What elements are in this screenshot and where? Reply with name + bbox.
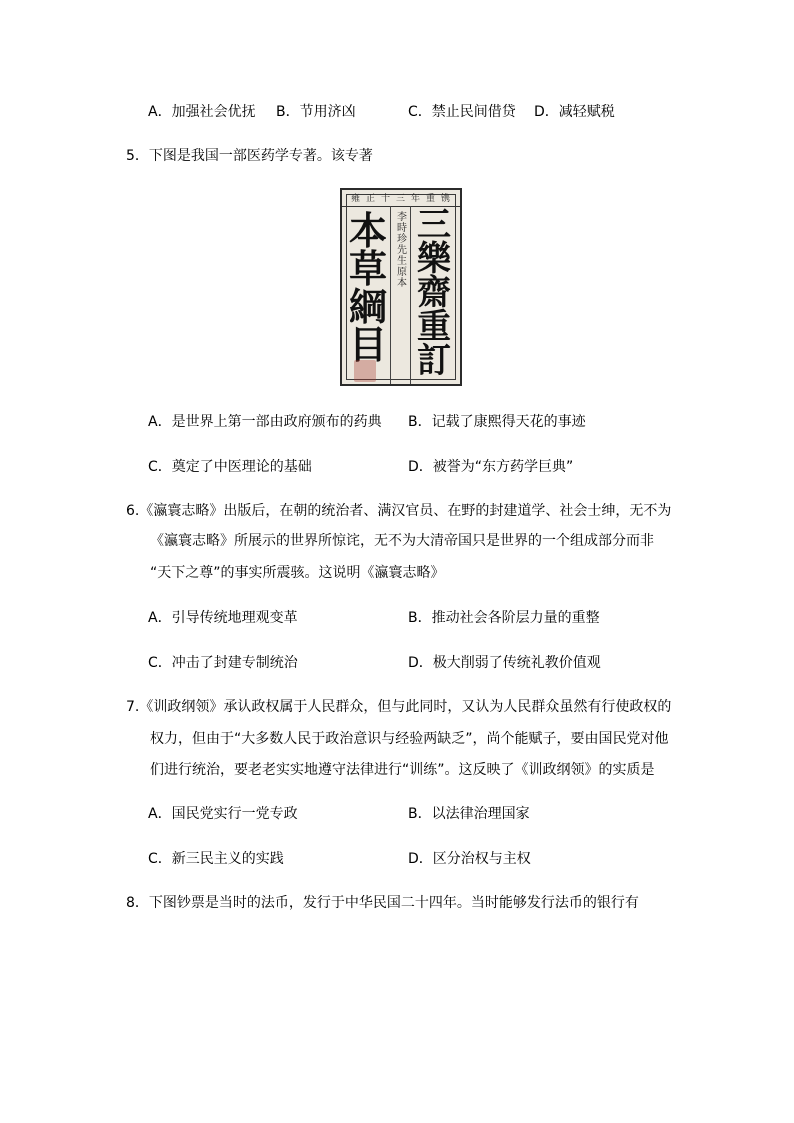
option-text: 节用济凶 [299,104,356,120]
option-label: C． [148,655,172,671]
q5-stem: 5．下图是我国一部医药学专著。该专著 [126,148,373,164]
q6-option-d[interactable] [408,653,601,673]
option-text: 奠定了中医理论的基础 [171,459,312,475]
option-text: 被誉为“东方药学巨典” [432,459,574,475]
q7-stem-line: 权力，但由于“大多数人民于政治意识与经验两缺乏”，尚个能赋子，要由国民党对他 [150,731,669,747]
option-label: B． [408,414,432,430]
option-label: C． [408,104,432,120]
option-label: C． [148,851,172,867]
option-label: A． [148,414,172,430]
option-text: 新三民主义的实践 [171,851,284,867]
option-label: D． [534,104,559,120]
q6-stem-line: 《瀛寰志略》所展示的世界所惊诧，无不为大清帝国只是世界的一个组成部分而非 [150,533,654,549]
bencao-gangmu-cover-image [340,188,462,386]
q7-stem-line: 7.《训政纲领》承认政权属于人民群众，但与此同时，又认为人民群众虽然有行使政权的 [126,699,672,715]
cover-column-rule [390,206,391,384]
option-text: 加强社会优抚 [171,104,256,120]
cover-column-rule [410,206,411,384]
q5-option-c[interactable] [148,457,312,477]
q6-option-a[interactable] [148,608,298,628]
option-label: A． [148,806,172,822]
q8-stem: 8．下图钞票是当时的法币，发行于中华民国二十四年。当时能够发行法币的银行有 [126,895,639,911]
q4-option-b[interactable] [276,102,356,122]
option-label: A． [148,610,172,626]
option-label: A． [148,104,172,120]
q4-option-a[interactable] [148,102,256,122]
option-label: D． [408,851,433,867]
q6-option-c[interactable] [148,653,298,673]
option-text: 冲击了封建专制统治 [171,655,298,671]
option-text: 推动社会各阶层力量的重整 [431,610,600,626]
q4-option-c[interactable] [408,102,516,122]
option-text: 极大削弱了传统礼教价值观 [432,655,601,671]
option-label: B． [408,806,432,822]
cover-header-text: 雍正十三年重镌 [350,194,456,204]
option-text: 减轻赋税 [558,104,615,120]
option-label: D． [408,655,433,671]
q7-option-d[interactable] [408,849,531,869]
q7-stem-line: 们进行统治，要老老实实地遵守法律进行“训练”。这反映了《训政纲领》的实质是 [150,762,655,778]
q4-option-d[interactable] [534,102,615,122]
q5-option-d[interactable] [408,457,573,477]
option-text: 国民党实行一党专政 [171,806,298,822]
option-text: 记载了康熙得天花的事迹 [431,414,586,430]
q6-stem-line: “天下之尊”的事实所震骇。这说明《瀛寰志略》 [150,565,445,581]
q6-stem-line: 6.《瀛寰志略》出版后，在朝的统治者、满汉官员、在野的封建道学、社会士绅，无不为 [126,503,672,519]
cover-title-right: 三樂齋重訂 [417,205,451,381]
option-text: 区分治权与主权 [432,851,531,867]
option-label: D． [408,459,433,475]
option-text: 引导传统地理观变革 [171,610,298,626]
q7-option-b[interactable] [408,804,530,824]
q5-option-a[interactable] [148,412,382,432]
q7-option-c[interactable] [148,849,284,869]
option-label: B． [408,610,432,626]
option-label: B． [276,104,300,120]
red-seal-stamp [354,360,376,382]
q7-option-a[interactable] [148,804,298,824]
option-label: C． [148,459,172,475]
cover-author-text: 李時珍先生原本 [397,212,407,289]
option-text: 是世界上第一部由政府颁布的药典 [171,414,382,430]
q5-option-b[interactable] [408,412,586,432]
option-text: 以法律治理国家 [431,806,530,822]
cover-title-left: 本草綱目 [348,208,387,367]
q6-option-b[interactable] [408,608,600,628]
option-text: 禁止民间借贷 [431,104,516,120]
